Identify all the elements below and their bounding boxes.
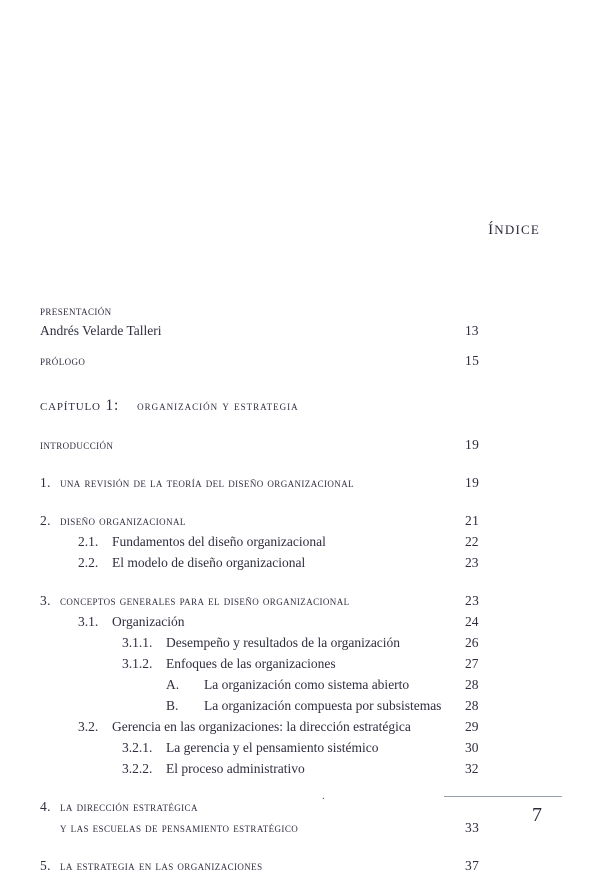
toc-entry-text: La organización como sistema abierto xyxy=(204,677,410,692)
toc-entry-number: 2.2. xyxy=(78,555,99,570)
toc-page-number: 21 xyxy=(465,513,480,528)
toc-label xyxy=(40,737,455,758)
toc-entry-number: 5. xyxy=(40,858,51,873)
spacer xyxy=(40,417,505,434)
toc-label xyxy=(40,472,455,493)
toc-page-number: 26 xyxy=(465,635,479,650)
toc-entry-number: A. xyxy=(166,677,180,692)
toc-label xyxy=(40,653,455,674)
toc-page-number: 19 xyxy=(465,437,480,452)
toc-page-number: 33 xyxy=(465,820,480,835)
toc-entry-3-2-2[interactable] xyxy=(40,758,505,779)
toc-label xyxy=(40,552,455,573)
toc-label xyxy=(40,510,455,531)
toc-entry-number: 1. xyxy=(40,475,51,490)
toc-label xyxy=(40,531,455,552)
toc-label xyxy=(40,674,455,695)
page-number-footer: 7 xyxy=(532,804,542,826)
toc-entry-text: diseño organizacional xyxy=(60,513,186,528)
toc-entry-number: 3.1.2. xyxy=(122,656,153,671)
toc-page-number: 37 xyxy=(465,858,480,873)
toc-entry-5[interactable] xyxy=(40,855,505,876)
toc-entry-number: B. xyxy=(166,698,179,713)
toc-entry-text: El proceso administrativo xyxy=(166,761,305,776)
toc-entry-text: Gerencia en las organizaciones: la dirección estratégica xyxy=(112,719,411,734)
spacer xyxy=(40,493,505,510)
toc-entry-1[interactable] xyxy=(40,472,505,493)
toc-page-number: 15 xyxy=(465,353,480,368)
toc-entry-number: 3.2.1. xyxy=(122,740,153,755)
toc-entry-text: conceptos generales para el diseño organizacional xyxy=(60,593,350,608)
toc-entry-text: Organización xyxy=(112,614,185,629)
spacer xyxy=(40,341,505,350)
toc-page-number: 23 xyxy=(465,593,480,608)
toc-entry-text: la estrategia en las organizaciones xyxy=(60,858,263,873)
toc-entry-text: y las escuelas de pensamiento estratégico xyxy=(60,820,299,835)
toc-entry-text: Fundamentos del diseño organizacional xyxy=(112,534,326,549)
page-title: índice xyxy=(488,214,540,239)
toc-entry-number: 3. xyxy=(40,593,51,608)
toc-entry-number: 3.1. xyxy=(78,614,99,629)
toc-entry-3-2-1[interactable] xyxy=(40,737,505,758)
toc-page-number: 23 xyxy=(465,555,479,570)
toc-entry-3-2[interactable] xyxy=(40,716,505,737)
toc-entry-number: 3.2. xyxy=(78,719,99,734)
toc-label xyxy=(40,855,455,876)
toc-entry-number: 3.1.1. xyxy=(122,635,153,650)
toc-entry-author[interactable] xyxy=(40,321,505,341)
toc-entry-text: Desempeño y resultados de la organización xyxy=(166,635,401,650)
toc-entry-text: La organización compuesta por subsistemas xyxy=(204,698,442,713)
toc-entry-3-1[interactable] xyxy=(40,611,505,632)
footer-divider xyxy=(444,796,562,797)
toc-entry-number: 3.2.2. xyxy=(122,761,153,776)
toc-entry-2-1[interactable] xyxy=(40,531,505,552)
toc-page-number: 29 xyxy=(465,719,479,734)
toc-page-number: 27 xyxy=(465,656,479,671)
toc-entry-prologo[interactable] xyxy=(40,350,505,371)
toc-entry-2[interactable] xyxy=(40,510,505,531)
toc-entry-3[interactable] xyxy=(40,590,505,611)
toc-label xyxy=(40,758,455,779)
toc-entry-number: 2.1. xyxy=(78,534,99,549)
spacer xyxy=(40,573,505,590)
toc-entry-text: Enfoques de las organizaciones xyxy=(166,656,336,671)
toc-label: Andrés Velarde Talleri xyxy=(40,323,162,338)
toc-label xyxy=(40,695,455,716)
table-of-contents xyxy=(40,300,505,876)
toc-entry-2-2[interactable] xyxy=(40,552,505,573)
toc-label: presentación xyxy=(40,303,112,318)
toc-label xyxy=(40,716,455,737)
toc-label xyxy=(40,632,455,653)
toc-page-number: 30 xyxy=(465,740,479,755)
toc-entry-text: una revisión de la teoría del diseño organizacional xyxy=(60,475,354,490)
toc-entry-number: 4. xyxy=(40,799,51,814)
toc-entry-text: la dirección estratégica xyxy=(60,799,198,814)
toc-entry-4-continuation[interactable] xyxy=(40,817,505,838)
toc-page-number: 24 xyxy=(465,614,479,629)
toc-label xyxy=(40,611,455,632)
toc-entry-3-1-2-a[interactable] xyxy=(40,674,505,695)
spacer xyxy=(40,455,505,472)
toc-label xyxy=(40,590,455,611)
spacer xyxy=(40,371,505,395)
toc-entry-chapter-1[interactable] xyxy=(40,395,505,417)
toc-label: prólogo xyxy=(40,353,86,368)
chapter-number: capítulo 1: xyxy=(40,397,120,414)
toc-entry-presentacion[interactable] xyxy=(40,300,505,321)
toc-label xyxy=(40,817,455,838)
toc-page-number: 22 xyxy=(465,534,479,549)
toc-entry-3-1-2[interactable] xyxy=(40,653,505,674)
toc-entry-4[interactable] xyxy=(40,796,505,817)
stray-ink-mark: . xyxy=(322,790,325,802)
toc-page-number: 19 xyxy=(465,475,480,490)
toc-entry-3-1-1[interactable] xyxy=(40,632,505,653)
spacer xyxy=(40,838,505,855)
toc-entry-text: La gerencia y el pensamiento sistémico xyxy=(166,740,379,755)
toc-entry-number: 2. xyxy=(40,513,51,528)
toc-label xyxy=(40,796,455,817)
toc-entry-introduccion[interactable] xyxy=(40,434,505,455)
toc-page-number: 28 xyxy=(465,698,479,713)
toc-page-number: 13 xyxy=(465,323,479,338)
toc-page-number: 32 xyxy=(465,761,479,776)
spacer xyxy=(40,779,505,796)
toc-entry-text: El modelo de diseño organizacional xyxy=(112,555,306,570)
toc-entry-3-1-2-b[interactable] xyxy=(40,695,505,716)
toc-page-number: 28 xyxy=(465,677,479,692)
toc-label: introducción xyxy=(40,437,114,452)
toc-label xyxy=(40,395,455,417)
chapter-title: organización y estrategia xyxy=(137,398,299,413)
